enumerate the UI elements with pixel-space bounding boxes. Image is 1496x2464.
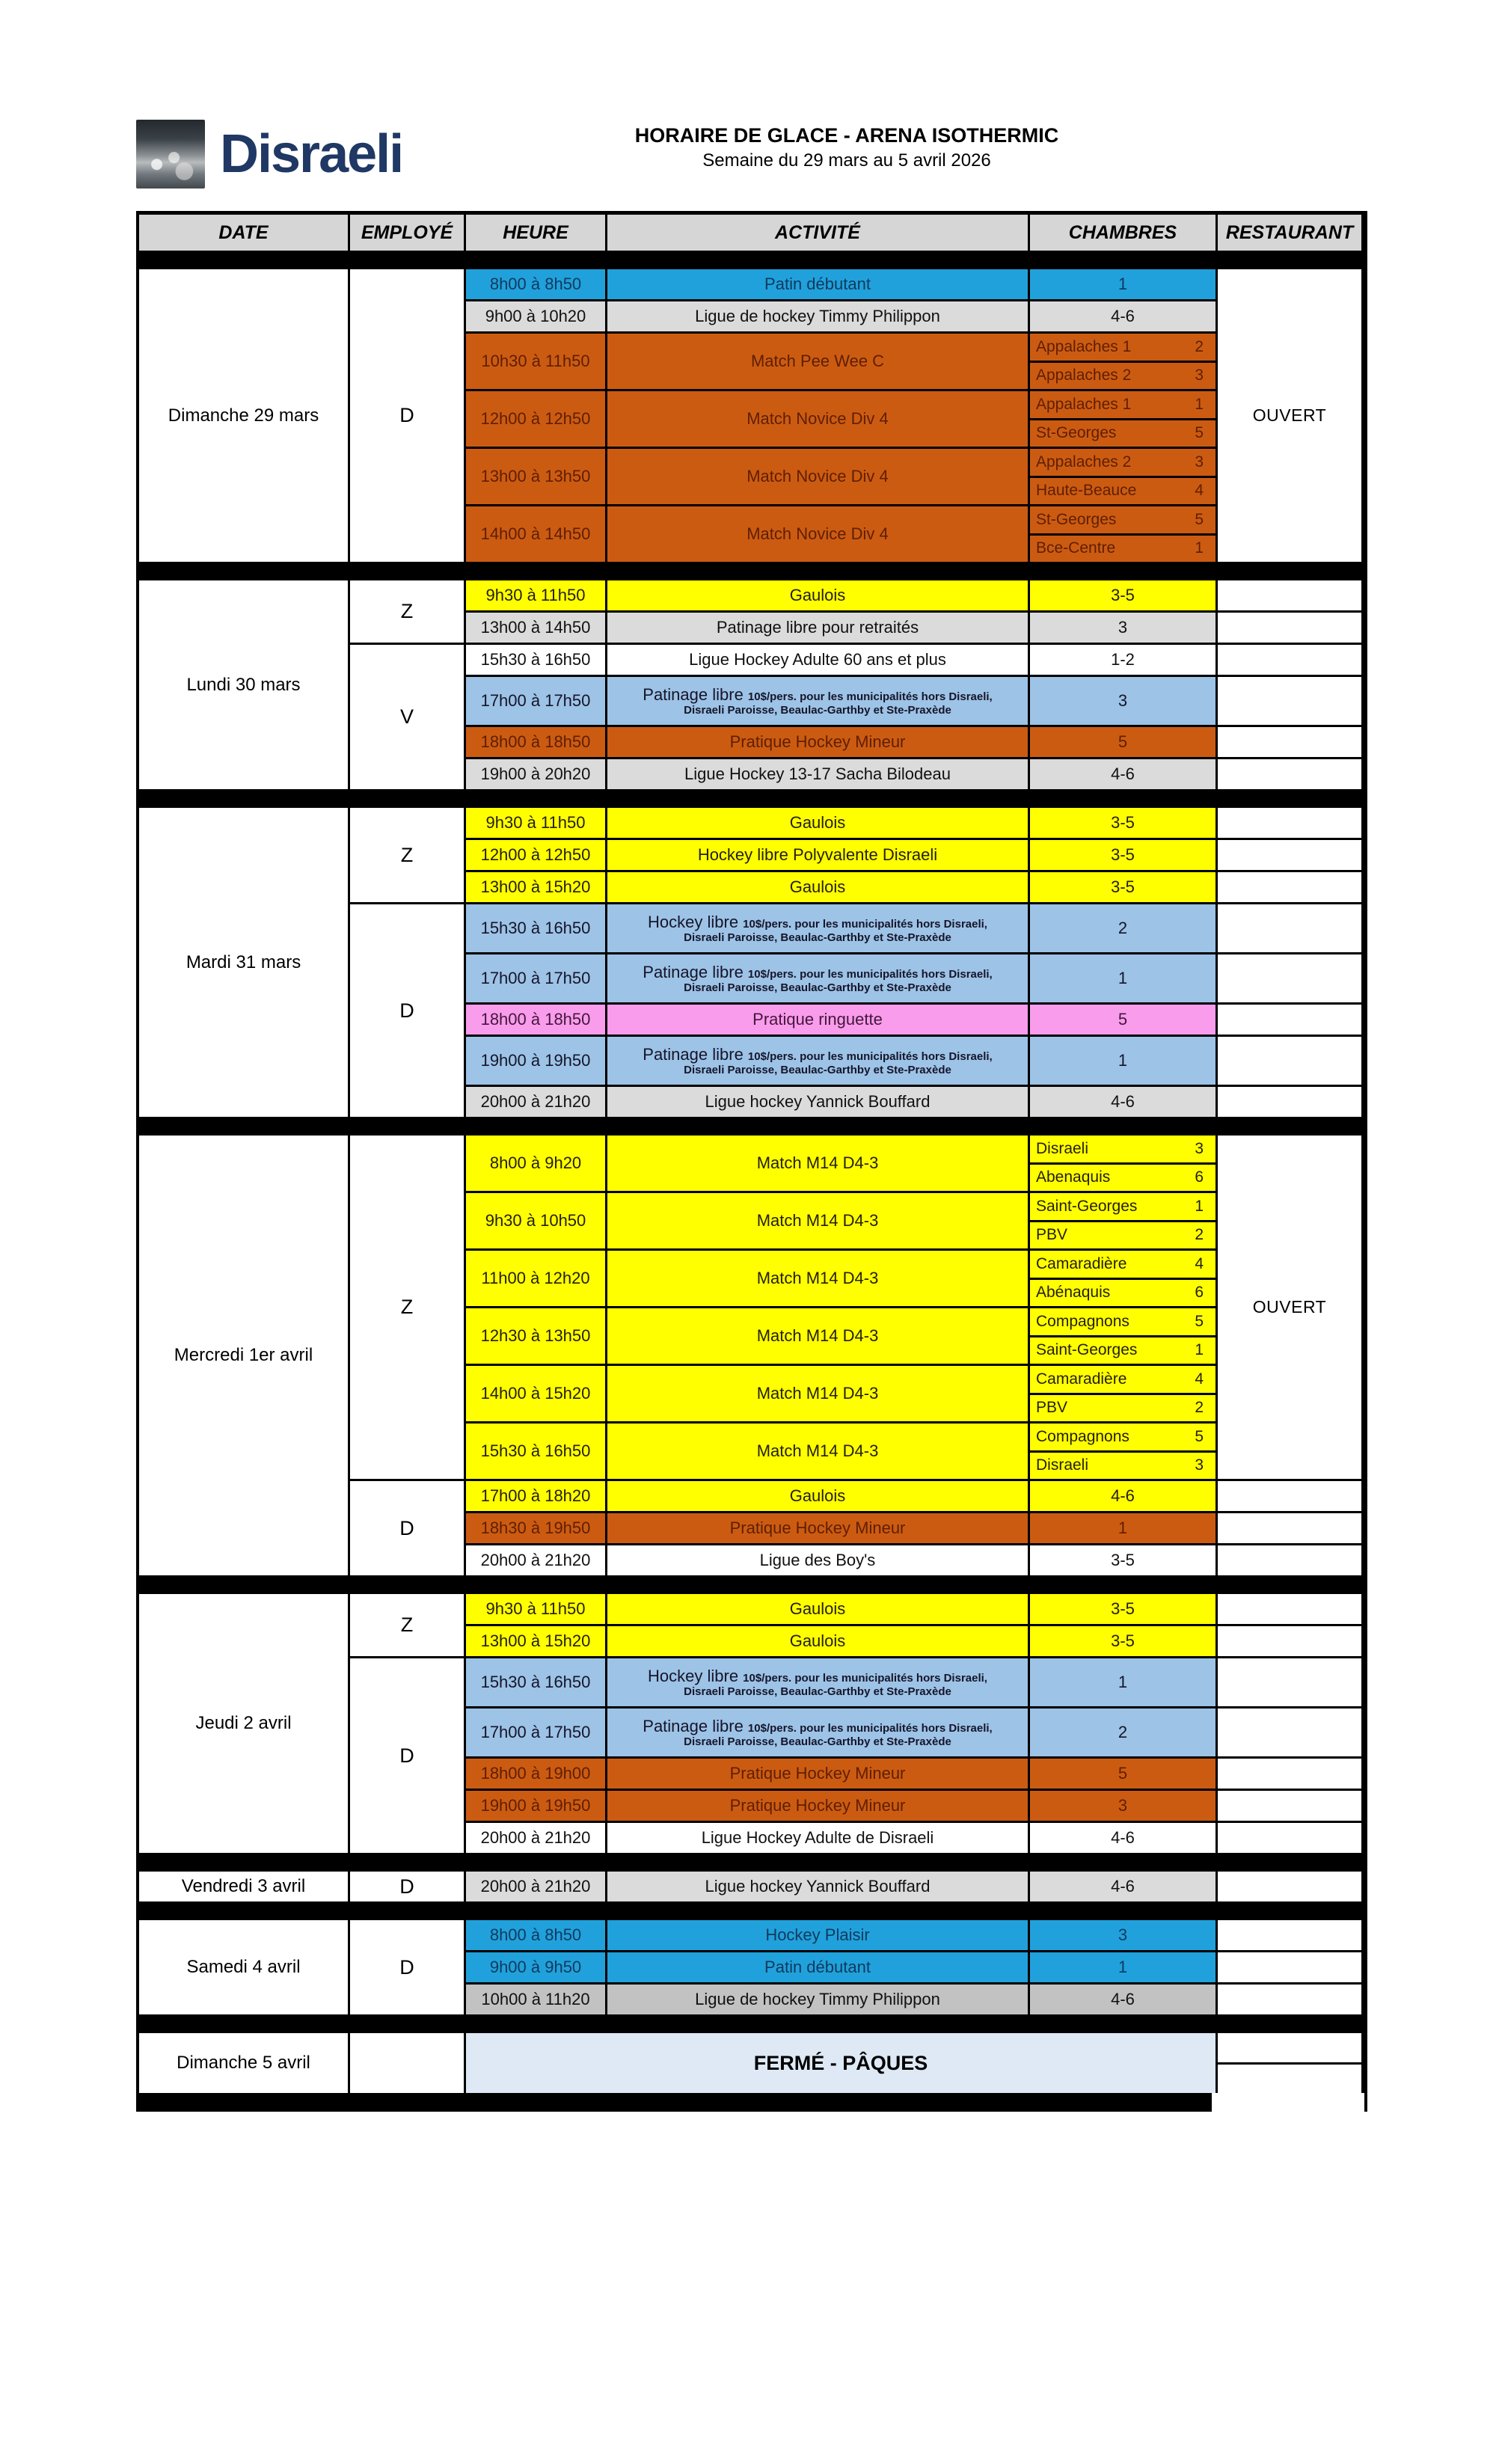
activity-cell: Ligue Hockey Adulte de Disraeli [607,1823,1028,1853]
activity-note: Disraeli Paroisse, Beaulac-Garthby et Ste-Praxède [684,981,951,995]
activity-cell [607,1658,1028,1706]
time-cell: 10h00 à 11h20 [466,1985,605,2014]
activity-note: 10$/pers. pour les municipalités hors Disraeli, [747,690,993,703]
room-subcell [1030,478,1216,505]
room-team: Appalaches 1 [1036,337,1132,355]
activity-note: Disraeli Paroisse, Beaulac-Garthby et Ste-Praxède [684,1735,951,1749]
restaurant-cell [1218,580,1361,610]
room-number: 1 [1195,539,1204,557]
employee-cell: D [350,1658,464,1853]
time-cell: 13h00 à 15h20 [466,872,605,902]
activity-cell: Gaulois [607,1481,1028,1511]
activity-note: 10$/pers. pour les municipalités hors Disraeli, [743,917,987,931]
room-subcell [1030,1136,1216,1162]
time-cell: 19h00 à 19h50 [466,1791,605,1821]
activity-cell: Match M14 D4-3 [607,1423,1028,1479]
time-cell: 10h30 à 11h50 [466,334,605,389]
day-separator-band [139,1117,1364,1136]
activity-cell: Pratique Hockey Mineur [607,1791,1028,1821]
day-separator-band [139,1853,1364,1872]
rooms-cell [1030,1251,1216,1306]
time-cell: 17h00 à 17h50 [466,1708,605,1756]
activity-label: Hockey libre 10$/pers. pour les municipalités hors Disraeli, [648,912,987,931]
activity-cell: Match M14 D4-3 [607,1193,1028,1248]
time-cell: 18h00 à 18h50 [466,727,605,757]
activity-cell: Match M14 D4-3 [607,1366,1028,1421]
restaurant-cell [1218,872,1361,902]
room-number: 1 [1195,1197,1204,1215]
restaurant-cell [1218,1037,1361,1085]
rooms-cell: 4-6 [1030,1985,1216,2014]
rooms-cell [1030,1308,1216,1364]
date-cell: Dimanche 5 avril [139,2033,348,2093]
closed-notice-cell: FERMÉ - PÂQUES [466,2033,1216,2093]
time-cell: 17h00 à 17h50 [466,954,605,1002]
activity-cell: Pratique ringuette [607,1005,1028,1035]
day-separator-band [139,562,1364,580]
room-number: 1 [1195,395,1204,413]
activity-cell: Patin débutant [607,269,1028,299]
activity-cell: Match Novice Div 4 [607,391,1028,447]
rooms-cell: 3-5 [1030,1545,1216,1575]
rooms-cell: 1 [1030,1037,1216,1085]
room-team: Disraeli [1036,1456,1089,1474]
rooms-cell: 4-6 [1030,759,1216,789]
room-subcell [1030,1193,1216,1220]
activity-note: Disraeli Paroisse, Beaulac-Garthby et Ste-Praxède [684,704,951,717]
activity-cell: Ligue Hockey Adulte 60 ans et plus [607,645,1028,675]
employee-cell [350,2033,464,2093]
time-cell: 12h00 à 12h50 [466,840,605,870]
date-cell: Mercredi 1er avril [139,1136,348,1575]
restaurant-cell [1218,677,1361,725]
activity-cell: Match M14 D4-3 [607,1251,1028,1306]
room-number: 5 [1195,424,1204,442]
room-subcell [1030,1222,1216,1249]
activity-note: 10$/pers. pour les municipalités hors Disraeli, [747,967,993,981]
date-cell: Samedi 4 avril [139,1920,348,2014]
room-subcell [1030,420,1216,447]
restaurant-cell [1218,2065,1361,2094]
disraeli-logo [136,120,402,189]
employee-cell: Z [350,1594,464,1656]
restaurant-cell [1218,1545,1361,1575]
day-block [139,580,1364,789]
rooms-cell: 1 [1030,269,1216,299]
activity-note: Disraeli Paroisse, Beaulac-Garthby et Ste-Praxède [684,1685,951,1699]
room-number: 2 [1195,1399,1204,1417]
rooms-cell: 1 [1030,954,1216,1002]
activity-cell: Gaulois [607,580,1028,610]
time-cell: 11h00 à 12h20 [466,1251,605,1306]
time-cell: 18h00 à 19h00 [466,1759,605,1789]
column-header-employe: EMPLOYÉ [350,215,464,251]
activity-cell [607,677,1028,725]
activity-cell: Match Pee Wee C [607,334,1028,389]
restaurant-open-cell: OUVERT [1218,269,1361,562]
time-cell: 19h00 à 19h50 [466,1037,605,1085]
room-subcell [1030,1395,1216,1422]
rooms-cell: 4-6 [1030,1087,1216,1117]
time-cell: 13h00 à 14h50 [466,613,605,643]
rooms-cell: 3-5 [1030,580,1216,610]
activity-cell: Ligue de hockey Timmy Philippon [607,301,1028,331]
room-subcell [1030,1165,1216,1192]
rooms-cell [1030,1193,1216,1248]
activity-cell: Hockey Plaisir [607,1920,1028,1950]
activity-cell [607,954,1028,1002]
time-cell: 15h30 à 16h50 [466,1423,605,1479]
activity-cell: Hockey libre Polyvalente Disraeli [607,840,1028,870]
rooms-cell [1030,1136,1216,1191]
room-number: 2 [1195,337,1204,355]
room-team: Appalaches 2 [1036,453,1132,471]
restaurant-cell-stack [1218,2033,1361,2093]
room-subcell [1030,1308,1216,1335]
activity-cell: Patinage libre pour retraités [607,613,1028,643]
time-cell: 20h00 à 21h20 [466,1545,605,1575]
employee-cell: D [350,1920,464,2014]
rooms-cell: 3 [1030,613,1216,643]
rooms-cell [1030,449,1216,504]
employee-cell: Z [350,580,464,643]
room-number: 4 [1195,1254,1204,1272]
time-cell: 9h30 à 11h50 [466,1594,605,1624]
rooms-cell [1030,1366,1216,1421]
rooms-cell [1030,1423,1216,1479]
restaurant-cell [1218,840,1361,870]
rooms-cell: 1-2 [1030,645,1216,675]
room-subcell [1030,1251,1216,1278]
activity-cell: Ligue des Boy's [607,1545,1028,1575]
day-block [139,1920,1364,2014]
activity-note: Disraeli Paroisse, Beaulac-Garthby et Ste-Praxède [684,1064,951,1077]
room-subcell [1030,449,1216,476]
date-cell: Mardi 31 mars [139,808,348,1117]
room-team: St-Georges [1036,424,1117,442]
room-subcell [1030,1423,1216,1450]
employee-cell: D [350,904,464,1117]
rooms-cell: 3-5 [1030,1626,1216,1656]
restaurant-cell [1218,1952,1361,1982]
time-cell: 9h30 à 10h50 [466,1193,605,1248]
room-number: 6 [1195,1284,1204,1302]
date-cell: Vendredi 3 avril [139,1872,348,1901]
room-number: 3 [1195,1456,1204,1474]
activity-label: Patinage libre 10$/pers. pour les municipalités hors Disraeli, [643,1716,993,1735]
room-number: 2 [1195,1226,1204,1244]
time-cell: 13h00 à 15h20 [466,1626,605,1656]
activity-label: Hockey libre 10$/pers. pour les municipalités hors Disraeli, [648,1666,987,1685]
room-number: 5 [1195,510,1204,528]
time-cell: 8h00 à 8h50 [466,1920,605,1950]
room-subcell [1030,1366,1216,1393]
room-team: Camaradière [1036,1370,1127,1388]
column-header-restaurant: RESTAURANT [1218,215,1361,251]
restaurant-cell [1218,1481,1361,1511]
restaurant-cell [1218,808,1361,838]
rooms-cell: 2 [1030,1708,1216,1756]
activity-label: Patinage libre 10$/pers. pour les municipalités hors Disraeli, [643,962,993,981]
rooms-cell: 3 [1030,1920,1216,1950]
rooms-cell [1030,334,1216,389]
room-team: Abenaquis [1036,1168,1111,1186]
activity-cell: Ligue Hockey 13-17 Sacha Bilodeau [607,759,1028,789]
employee-cell: D [350,1481,464,1575]
rooms-cell: 2 [1030,904,1216,952]
time-cell: 15h30 à 16h50 [466,904,605,952]
restaurant-cell [1218,1513,1361,1543]
disraeli-logo-image [136,120,205,189]
rooms-cell: 3-5 [1030,1594,1216,1624]
activity-cell: Match Novice Div 4 [607,449,1028,504]
time-cell: 20h00 à 21h20 [466,1872,605,1901]
rooms-cell: 4-6 [1030,1481,1216,1511]
room-number: 5 [1195,1427,1204,1445]
activity-note: 10$/pers. pour les municipalités hors Disraeli, [743,1671,987,1685]
room-team: Abénaquis [1036,1284,1111,1302]
rooms-cell: 3-5 [1030,808,1216,838]
restaurant-cell [1218,1791,1361,1821]
day-block [139,1136,1364,1575]
activity-note: Disraeli Paroisse, Beaulac-Garthby et Ste-Praxède [684,931,951,945]
room-subcell [1030,363,1216,390]
restaurant-cell [1218,1658,1361,1706]
room-team: PBV [1036,1226,1068,1244]
rooms-cell: 4-6 [1030,301,1216,331]
room-team: PBV [1036,1399,1068,1417]
time-cell: 9h00 à 10h20 [466,301,605,331]
activity-cell: Gaulois [607,808,1028,838]
rooms-cell: 4-6 [1030,1872,1216,1901]
time-cell: 9h30 à 11h50 [466,580,605,610]
activity-cell: Pratique Hockey Mineur [607,1513,1028,1543]
day-separator-band [139,1901,1364,1920]
restaurant-cell [1218,1872,1361,1901]
restaurant-cell [1218,1759,1361,1789]
day-block [139,1872,1364,1901]
day-block [139,1594,1364,1853]
activity-cell: Match M14 D4-3 [607,1308,1028,1364]
activity-cell: Gaulois [607,872,1028,902]
time-cell: 13h00 à 13h50 [466,449,605,504]
room-team: Bce-Centre [1036,539,1116,557]
day-separator-band [139,251,1364,269]
rooms-cell: 5 [1030,1759,1216,1789]
time-cell: 17h00 à 17h50 [466,677,605,725]
rooms-cell: 4-6 [1030,1823,1216,1853]
rooms-cell: 5 [1030,1005,1216,1035]
day-block [139,2033,1364,2093]
time-cell: 9h30 à 11h50 [466,808,605,838]
time-cell: 8h00 à 9h20 [466,1136,605,1191]
restaurant-cell [1218,2033,1361,2062]
date-cell: Jeudi 2 avril [139,1594,348,1853]
rooms-cell: 3-5 [1030,840,1216,870]
restaurant-cell [1218,1594,1361,1624]
room-team: Compagnons [1036,1312,1129,1330]
room-team: Saint-Georges [1036,1341,1138,1359]
restaurant-cell [1218,904,1361,952]
page-subtitle: Semaine du 29 mars au 5 avril 2026 [702,150,991,171]
employee-cell: D [350,269,464,562]
activity-note: 10$/pers. pour les municipalités hors Disraeli, [747,1049,993,1063]
time-cell: 18h30 à 19h50 [466,1513,605,1543]
activity-cell: Ligue de hockey Timmy Philippon [607,1985,1028,2014]
employee-cell: V [350,645,464,789]
room-team: Appalaches 1 [1036,395,1132,413]
activity-label: Patinage libre 10$/pers. pour les municipalités hors Disraeli, [643,1044,993,1064]
activity-cell: Pratique Hockey Mineur [607,727,1028,757]
time-cell: 19h00 à 20h20 [466,759,605,789]
room-team: St-Georges [1036,510,1117,528]
room-subcell [1030,334,1216,361]
room-team: Disraeli [1036,1139,1089,1157]
date-cell: Dimanche 29 mars [139,269,348,562]
room-number: 4 [1195,482,1204,500]
room-number: 5 [1195,1312,1204,1330]
time-cell: 8h00 à 8h50 [466,269,605,299]
restaurant-cell [1218,1985,1361,2014]
document-title-block [622,124,1071,171]
column-header-heure: HEURE [466,215,605,251]
activity-cell: Gaulois [607,1594,1028,1624]
day-separator-band [139,2093,1212,2112]
column-header-chambres: CHAMBRES [1030,215,1216,251]
room-subcell [1030,1453,1216,1480]
room-team: Haute-Beauce [1036,482,1137,500]
time-cell: 15h30 à 16h50 [466,645,605,675]
restaurant-open-cell: OUVERT [1218,1136,1361,1479]
room-number: 3 [1195,1139,1204,1157]
page-title: HORAIRE DE GLACE - ARENA ISOTHERMIC [634,124,1059,147]
employee-cell: Z [350,1136,464,1479]
activity-cell: Ligue hockey Yannick Bouffard [607,1087,1028,1117]
activity-label: Patinage libre 10$/pers. pour les municipalités hors Disraeli, [643,684,993,704]
room-team: Compagnons [1036,1427,1129,1445]
room-team: Appalaches 2 [1036,367,1132,384]
disraeli-logo-text: Disraeli [220,124,403,184]
activity-cell: Gaulois [607,1626,1028,1656]
restaurant-cell [1218,1626,1361,1656]
restaurant-cell [1218,1005,1361,1035]
column-header-date: DATE [139,215,348,251]
activity-cell: Match M14 D4-3 [607,1136,1028,1191]
employee-cell: Z [350,808,464,902]
day-separator-band [139,789,1364,808]
time-cell: 20h00 à 21h20 [466,1087,605,1117]
rooms-cell: 3 [1030,1791,1216,1821]
schedule-table [136,211,1367,2112]
activity-cell [607,904,1028,952]
time-cell: 17h00 à 18h20 [466,1481,605,1511]
restaurant-cell [1218,954,1361,1002]
activity-cell: Match Novice Div 4 [607,506,1028,562]
restaurant-cell [1218,1920,1361,1950]
day-separator-band [139,1575,1364,1594]
schedule-body [139,251,1364,2112]
room-team: Saint-Georges [1036,1197,1138,1215]
room-number: 4 [1195,1370,1204,1388]
room-number: 1 [1195,1341,1204,1359]
column-header-activite: ACTIVITÉ [607,215,1028,251]
activity-cell: Pratique Hockey Mineur [607,1759,1028,1789]
activity-cell [607,1708,1028,1756]
restaurant-cell [1218,1708,1361,1756]
restaurant-cell [1218,1087,1361,1117]
restaurant-cell [1218,727,1361,757]
employee-cell: D [350,1872,464,1901]
activity-cell: Patin débutant [607,1952,1028,1982]
restaurant-cell [1218,613,1361,643]
rooms-cell [1030,391,1216,447]
page-header [136,120,1367,202]
room-subcell [1030,1337,1216,1364]
time-cell: 9h00 à 9h50 [466,1952,605,1982]
room-team: Camaradière [1036,1254,1127,1272]
time-cell: 15h30 à 16h50 [466,1658,605,1706]
room-number: 3 [1195,367,1204,384]
time-cell: 12h30 à 13h50 [466,1308,605,1364]
day-block [139,808,1364,1117]
room-number: 6 [1195,1168,1204,1186]
day-block [139,269,1364,562]
rooms-cell: 1 [1030,1513,1216,1543]
rooms-cell [1030,506,1216,562]
room-subcell [1030,506,1216,533]
activity-cell [607,1037,1028,1085]
restaurant-cell [1218,759,1361,789]
date-cell: Lundi 30 mars [139,580,348,789]
rooms-cell: 3-5 [1030,872,1216,902]
time-cell: 20h00 à 21h20 [466,1823,605,1853]
room-subcell [1030,536,1216,563]
rooms-cell: 1 [1030,1952,1216,1982]
restaurant-cell [1218,645,1361,675]
rooms-cell: 1 [1030,1658,1216,1706]
room-subcell [1030,391,1216,418]
rooms-cell: 3 [1030,677,1216,725]
time-cell: 14h00 à 15h20 [466,1366,605,1421]
time-cell: 12h00 à 12h50 [466,391,605,447]
activity-note: 10$/pers. pour les municipalités hors Disraeli, [747,1721,993,1735]
room-number: 3 [1195,453,1204,471]
activity-cell: Ligue hockey Yannick Bouffard [607,1872,1028,1901]
time-cell: 14h00 à 14h50 [466,506,605,562]
table-header-row [139,211,1364,251]
room-subcell [1030,1280,1216,1307]
time-cell: 18h00 à 18h50 [466,1005,605,1035]
day-separator-band [139,2014,1364,2033]
restaurant-cell [1218,1823,1361,1853]
rooms-cell: 5 [1030,727,1216,757]
